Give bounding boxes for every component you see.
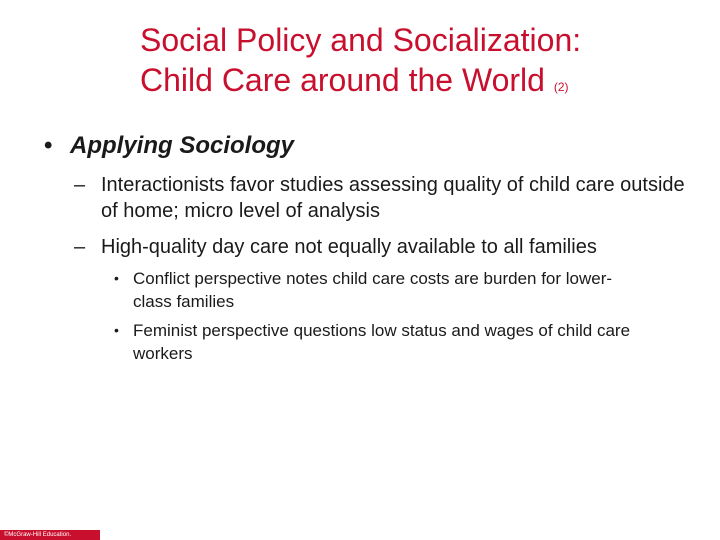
sub-list-item-text: Feminist perspective questions low status and wages of child care workers [133, 321, 631, 363]
bullet-icon: • [44, 132, 53, 159]
sub-list-item [114, 267, 634, 313]
dash-icon: – [74, 236, 86, 258]
section-heading [44, 132, 294, 160]
title-line-2 [140, 60, 700, 107]
copyright-footer: ©McGraw-Hill Education. [0, 530, 100, 540]
slide-title [140, 20, 700, 107]
list-item-text: High-quality day care not equally available to all families [101, 236, 597, 258]
list-item [74, 172, 704, 224]
list-item [74, 234, 704, 260]
bullet-icon: • [114, 270, 119, 286]
title-line-2-text: Child Care around the World [140, 62, 545, 98]
section-heading-label: Applying Sociology [70, 132, 295, 159]
list-item-text: Interactionists favor studies assessing quality of child care outside of home; micro level of analysis [101, 174, 685, 222]
title-suffix: (2) [553, 80, 569, 94]
sub-list-item-text: Conflict perspective notes child care costs are burden for lower-class families [133, 269, 613, 311]
sub-list-item [114, 319, 634, 365]
bullet-icon: • [114, 322, 119, 338]
dash-icon: – [74, 174, 86, 196]
title-line-1: Social Policy and Socialization: [140, 22, 582, 58]
